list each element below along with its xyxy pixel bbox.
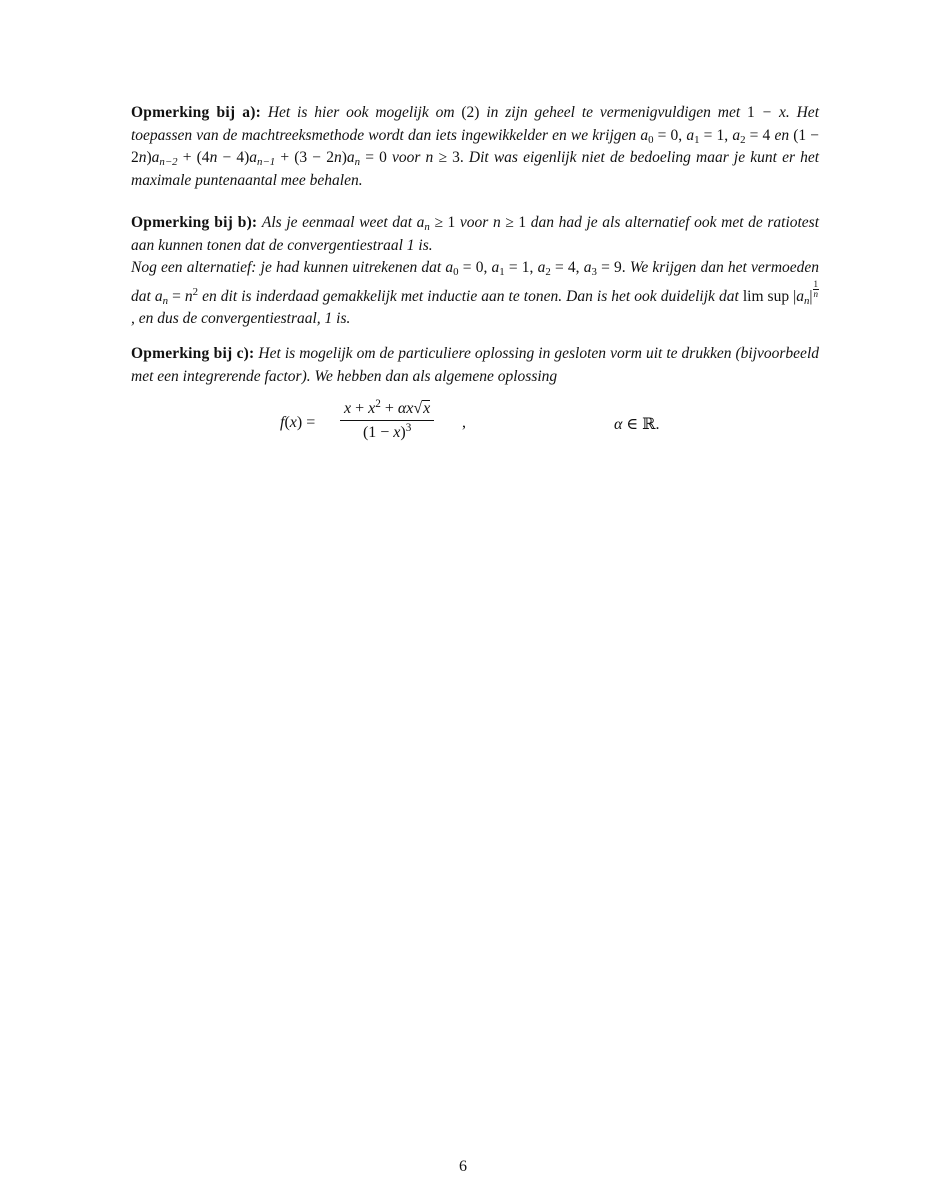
page-number: 6 bbox=[459, 1158, 467, 1175]
formula-fraction bbox=[340, 400, 434, 442]
formula-condition: α ∈ ℝ. bbox=[614, 416, 660, 433]
remark-b-text: Als je eenmaal weet dat $a_n \ge 1$ voor n ≥ 1 dan had je als alternatief ook met de ratiotest aan kunnen tonen dat de convergentiestraal 1 is. Nog een alternatief: je had kunnen uitrekenen dat $a_0 = 0$, $a_1 = 1$, $a_2 = 4$, $a_3 = 9$. We krijgen dan het vermoeden dat $a_n = n^2$ en dit is inderdaad gemakkelijk met inductie aan te tonen. Dan is het ook duidelijk dat lim sup $|a_n|$ $\frac{1}{n}$ , en dus de convergentiestraal, 1 is. bbox=[131, 214, 820, 327]
formula-denominator: $(1 - x)^3$ bbox=[362, 422, 412, 441]
general-solution-formula bbox=[280, 400, 700, 456]
remark-a-heading: Opmerking bij a): bbox=[131, 104, 261, 121]
remark-a-text: Het is hier ook mogelijk om (2) in zijn geheel te vermenigvuldigen met 1 − x. Het toepassen van de machtreeksmethode wordt dan iets ingewikkelder en we krijgen $a_0 = 0$, $a_1 = 1$, $a_2 = 4$ en $(1 - 2n)a_{n-2} + (4n - 4)a_{n-1} + (3 - 2n)a_n = 0$ voor n ≥ 3. Dit was eigenlijk niet de bedoeling maar je kunt er het maximale puntenaantal mee behalen. bbox=[131, 104, 820, 189]
formula-comma: , bbox=[462, 414, 466, 431]
remark-b bbox=[131, 212, 819, 331]
remark-c-heading: Opmerking bij c): bbox=[131, 345, 255, 362]
formula-lhs: f(x) = bbox=[280, 414, 316, 431]
remark-c-text: Het is mogelijk om de particuliere oplossing in gesloten vorm uit te drukken (bijvoorbeeld met een integrerende factor). We hebben dan als algemene oplossing bbox=[131, 345, 819, 385]
exponent-one-over-n: $\frac{1}{n}$ bbox=[813, 278, 819, 299]
formula-numerator: $x + x^2 + \alpha x√x$ bbox=[340, 400, 434, 421]
remark-c bbox=[131, 343, 819, 388]
remark-b-heading: Opmerking bij b): bbox=[131, 214, 258, 231]
remark-a bbox=[131, 102, 819, 192]
